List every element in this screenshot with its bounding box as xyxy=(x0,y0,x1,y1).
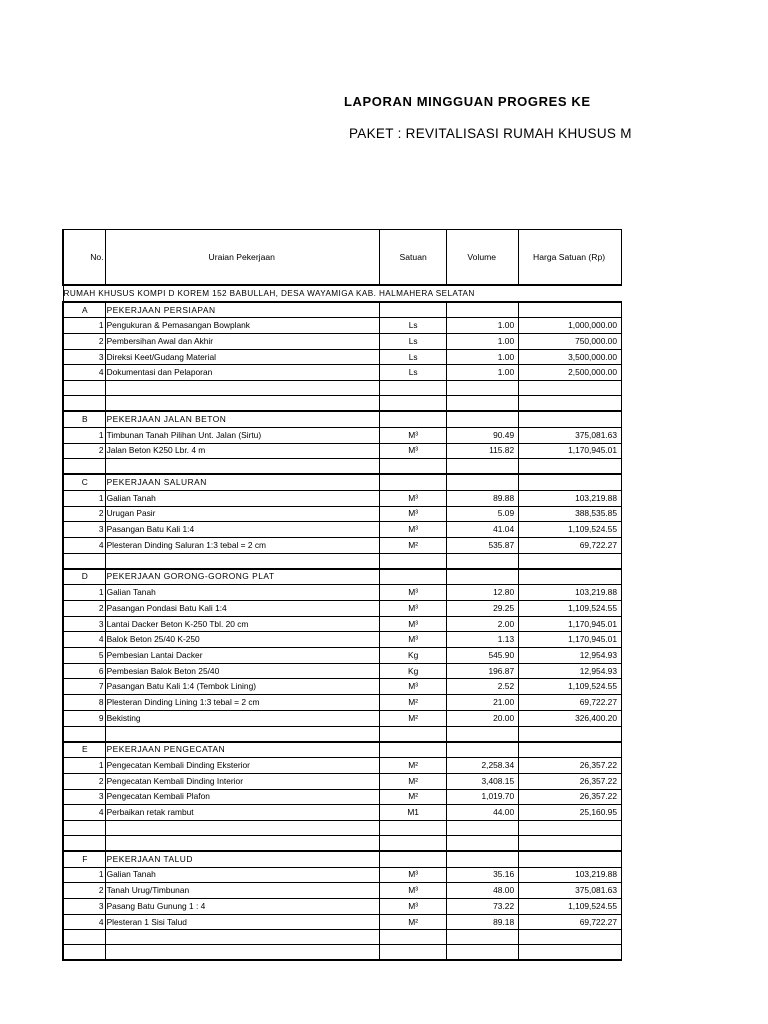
empty-cell xyxy=(105,553,379,569)
report-title: LAPORAN MINGGUAN PROGRES KE xyxy=(344,94,591,109)
empty-cell xyxy=(519,396,622,412)
section-header-row xyxy=(63,569,622,585)
item-unit-price: 26,357.22 xyxy=(519,758,622,774)
item-number: 3 xyxy=(63,789,105,805)
item-volume: 1.13 xyxy=(447,632,519,648)
empty-cell xyxy=(447,553,519,569)
item-description: Pasangan Batu Kali 1:4 (Tembok Lining) xyxy=(105,679,379,695)
item-volume: 1.00 xyxy=(447,349,519,365)
empty-cell xyxy=(63,820,105,835)
empty-cell xyxy=(447,851,519,867)
empty-cell xyxy=(519,553,622,569)
table-header-row xyxy=(63,230,622,286)
progress-table xyxy=(62,229,622,961)
location-text: RUMAH KHUSUS KOMPI D KOREM 152 BABULLAH, DESA WAYAMIGA KAB. HALMAHERA SELATAN xyxy=(63,285,622,302)
item-description: Plesteran Dinding Saluran 1:3 tebal = 2 cm xyxy=(105,537,379,553)
section-header-row xyxy=(63,851,622,867)
empty-cell xyxy=(379,302,447,318)
item-unit-price: 388,535.85 xyxy=(519,506,622,522)
table-row xyxy=(63,695,622,711)
empty-cell xyxy=(105,459,379,475)
item-description: Pengecatan Kembali Dinding Eksterior xyxy=(105,758,379,774)
item-unit-price: 26,357.22 xyxy=(519,773,622,789)
item-number: 1 xyxy=(63,867,105,883)
empty-cell xyxy=(447,742,519,758)
item-number: 4 xyxy=(63,537,105,553)
table-row xyxy=(63,506,622,522)
item-description: Pembesian Balok Beton 25/40 xyxy=(105,663,379,679)
item-unit-price: 1,170,945.01 xyxy=(519,632,622,648)
header-unit-price: Harga Satuan (Rp) xyxy=(519,230,622,286)
item-volume: 1.00 xyxy=(447,318,519,334)
header-unit: Satuan xyxy=(379,230,447,286)
empty-cell xyxy=(447,726,519,742)
item-volume: 89.18 xyxy=(447,914,519,930)
item-volume: 535.87 xyxy=(447,537,519,553)
empty-cell xyxy=(379,930,447,945)
item-volume: 1,019.70 xyxy=(447,789,519,805)
empty-cell xyxy=(519,459,622,475)
item-volume: 2,258.34 xyxy=(447,758,519,774)
item-description: Dokumentasi dan Pelaporan xyxy=(105,365,379,381)
item-unit-price: 103,219.88 xyxy=(519,490,622,506)
item-unit: M² xyxy=(379,537,447,553)
empty-cell xyxy=(63,835,105,851)
table-row xyxy=(63,427,622,443)
table-row xyxy=(63,616,622,632)
section-title: PEKERJAAN GORONG-GORONG PLAT xyxy=(105,569,379,585)
empty-cell xyxy=(105,396,379,412)
blank-row xyxy=(63,835,622,851)
table-row xyxy=(63,710,622,726)
empty-cell xyxy=(447,381,519,396)
item-unit-price: 69,722.27 xyxy=(519,914,622,930)
item-description: Jalan Beton K250 Lbr. 4 m xyxy=(105,443,379,459)
item-unit-price: 375,081.63 xyxy=(519,883,622,899)
empty-cell xyxy=(379,381,447,396)
empty-cell xyxy=(105,381,379,396)
item-unit: M³ xyxy=(379,899,447,915)
item-description: Pembesian Lantai Dacker xyxy=(105,648,379,664)
table-row xyxy=(63,365,622,381)
empty-cell xyxy=(447,945,519,961)
table-row xyxy=(63,522,622,538)
item-description: Direksi Keet/Gudang Material xyxy=(105,349,379,365)
item-unit-price: 375,081.63 xyxy=(519,427,622,443)
item-unit: Ls xyxy=(379,334,447,350)
item-description: Pengecatan Kembali Dinding Interior xyxy=(105,773,379,789)
item-unit: M³ xyxy=(379,632,447,648)
empty-cell xyxy=(63,726,105,742)
empty-cell xyxy=(519,835,622,851)
item-number: 3 xyxy=(63,899,105,915)
item-volume: 2.52 xyxy=(447,679,519,695)
empty-cell xyxy=(63,553,105,569)
empty-cell xyxy=(519,820,622,835)
table-row xyxy=(63,334,622,350)
item-unit: M³ xyxy=(379,679,447,695)
empty-cell xyxy=(379,726,447,742)
item-volume: 20.00 xyxy=(447,710,519,726)
empty-cell xyxy=(447,820,519,835)
item-unit: M³ xyxy=(379,867,447,883)
item-unit-price: 2,500,000.00 xyxy=(519,365,622,381)
table-row xyxy=(63,349,622,365)
item-volume: 115.82 xyxy=(447,443,519,459)
table-row xyxy=(63,867,622,883)
item-number: 1 xyxy=(63,427,105,443)
item-number: 3 xyxy=(63,522,105,538)
item-unit: M³ xyxy=(379,522,447,538)
table-row xyxy=(63,490,622,506)
item-description: Timbunan Tanah Pilihan Unt. Jalan (Sirtu) xyxy=(105,427,379,443)
section-header-row xyxy=(63,474,622,490)
item-unit-price: 326,400.20 xyxy=(519,710,622,726)
item-unit: Ls xyxy=(379,318,447,334)
item-unit: M1 xyxy=(379,805,447,821)
item-volume: 44.00 xyxy=(447,805,519,821)
empty-cell xyxy=(379,396,447,412)
empty-cell xyxy=(379,742,447,758)
item-number: 1 xyxy=(63,490,105,506)
empty-cell xyxy=(519,960,622,961)
item-unit-price: 25,160.95 xyxy=(519,805,622,821)
item-number: 4 xyxy=(63,632,105,648)
table-row xyxy=(63,773,622,789)
item-unit-price: 1,170,945.01 xyxy=(519,443,622,459)
item-description: Perbaikan retak rambut xyxy=(105,805,379,821)
empty-cell xyxy=(519,851,622,867)
blank-row xyxy=(63,820,622,835)
empty-cell xyxy=(379,960,447,961)
blank-row xyxy=(63,945,622,961)
table-body xyxy=(63,285,622,961)
item-unit: Kg xyxy=(379,648,447,664)
item-volume: 41.04 xyxy=(447,522,519,538)
empty-cell xyxy=(447,459,519,475)
empty-cell xyxy=(63,960,105,961)
item-unit: Kg xyxy=(379,663,447,679)
empty-cell xyxy=(379,851,447,867)
blank-row xyxy=(63,459,622,475)
item-description: Pembersihan Awal dan Akhir xyxy=(105,334,379,350)
table-row xyxy=(63,648,622,664)
item-number: 3 xyxy=(63,349,105,365)
item-description: Plesteran Dinding Lining 1:3 tebal = 2 cm xyxy=(105,695,379,711)
item-unit: M³ xyxy=(379,443,447,459)
item-unit: M² xyxy=(379,914,447,930)
table-row xyxy=(63,758,622,774)
item-unit: M³ xyxy=(379,427,447,443)
empty-cell xyxy=(447,474,519,490)
blank-row xyxy=(63,930,622,945)
table-row xyxy=(63,318,622,334)
item-number: 6 xyxy=(63,663,105,679)
empty-cell xyxy=(379,945,447,961)
item-unit: M³ xyxy=(379,616,447,632)
empty-cell xyxy=(519,411,622,427)
item-unit: M² xyxy=(379,789,447,805)
item-number: 4 xyxy=(63,914,105,930)
item-number: 2 xyxy=(63,883,105,899)
section-header-row xyxy=(63,742,622,758)
item-unit: M³ xyxy=(379,490,447,506)
table-row xyxy=(63,805,622,821)
section-code: D xyxy=(63,569,105,585)
empty-cell xyxy=(519,726,622,742)
header-description: Uraian Pekerjaan xyxy=(105,230,379,286)
section-code: A xyxy=(63,302,105,318)
section-code: E xyxy=(63,742,105,758)
table-bottom-border xyxy=(63,960,622,961)
item-unit: M² xyxy=(379,695,447,711)
item-unit-price: 103,219.88 xyxy=(519,867,622,883)
section-code: B xyxy=(63,411,105,427)
item-unit-price: 1,109,524.55 xyxy=(519,601,622,617)
empty-cell xyxy=(379,553,447,569)
item-unit: M³ xyxy=(379,585,447,601)
empty-cell xyxy=(447,569,519,585)
table-row xyxy=(63,443,622,459)
blank-row xyxy=(63,553,622,569)
item-volume: 196.87 xyxy=(447,663,519,679)
empty-cell xyxy=(519,945,622,961)
item-volume: 73.22 xyxy=(447,899,519,915)
item-volume: 29.25 xyxy=(447,601,519,617)
item-volume: 2.00 xyxy=(447,616,519,632)
table-row xyxy=(63,663,622,679)
empty-cell xyxy=(519,569,622,585)
item-unit-price: 1,109,524.55 xyxy=(519,899,622,915)
empty-cell xyxy=(519,474,622,490)
header-no: No. xyxy=(63,230,105,286)
item-volume: 35.16 xyxy=(447,867,519,883)
item-unit-price: 1,109,524.55 xyxy=(519,679,622,695)
item-unit-price: 1,109,524.55 xyxy=(519,522,622,538)
item-number: 2 xyxy=(63,773,105,789)
item-number: 2 xyxy=(63,334,105,350)
section-header-row xyxy=(63,411,622,427)
section-header-row xyxy=(63,302,622,318)
item-volume: 3,408.15 xyxy=(447,773,519,789)
item-number: 7 xyxy=(63,679,105,695)
item-description: Urugan Pasir xyxy=(105,506,379,522)
item-number: 1 xyxy=(63,318,105,334)
section-title: PEKERJAAN JALAN BETON xyxy=(105,411,379,427)
item-unit: M³ xyxy=(379,883,447,899)
empty-cell xyxy=(63,381,105,396)
empty-cell xyxy=(105,960,379,961)
item-unit: M² xyxy=(379,773,447,789)
item-number: 2 xyxy=(63,506,105,522)
item-description: Tanah Urug/Timbunan xyxy=(105,883,379,899)
section-code: F xyxy=(63,851,105,867)
empty-cell xyxy=(63,459,105,475)
item-unit-price: 12,954.93 xyxy=(519,648,622,664)
item-description: Lantai Dacker Beton K-250 Tbl. 20 cm xyxy=(105,616,379,632)
item-description: Pengecatan Kembali Plafon xyxy=(105,789,379,805)
item-volume: 1.00 xyxy=(447,334,519,350)
item-number: 4 xyxy=(63,805,105,821)
item-volume: 545.90 xyxy=(447,648,519,664)
empty-cell xyxy=(63,945,105,961)
item-description: Pasangan Pondasi Batu Kali 1:4 xyxy=(105,601,379,617)
section-title: PEKERJAAN PERSIAPAN xyxy=(105,302,379,318)
empty-cell xyxy=(447,396,519,412)
item-number: 1 xyxy=(63,585,105,601)
section-title: PEKERJAAN SALURAN xyxy=(105,474,379,490)
section-code: C xyxy=(63,474,105,490)
empty-cell xyxy=(447,302,519,318)
item-volume: 90.49 xyxy=(447,427,519,443)
report-subtitle: PAKET : REVITALISASI RUMAH KHUSUS M xyxy=(349,126,632,141)
item-description: Bekisting xyxy=(105,710,379,726)
item-unit: M³ xyxy=(379,506,447,522)
empty-cell xyxy=(379,569,447,585)
item-volume: 12.80 xyxy=(447,585,519,601)
table-row xyxy=(63,883,622,899)
blank-row xyxy=(63,396,622,412)
item-description: Plesteran 1 Sisi Talud xyxy=(105,914,379,930)
item-unit-price: 103,219.88 xyxy=(519,585,622,601)
item-description: Pasang Batu Gunung 1 : 4 xyxy=(105,899,379,915)
item-unit: Ls xyxy=(379,365,447,381)
item-volume: 21.00 xyxy=(447,695,519,711)
item-description: Balok Beton 25/40 K-250 xyxy=(105,632,379,648)
table-row xyxy=(63,585,622,601)
item-unit: M² xyxy=(379,758,447,774)
empty-cell xyxy=(105,930,379,945)
empty-cell xyxy=(105,945,379,961)
empty-cell xyxy=(63,396,105,412)
table-row xyxy=(63,601,622,617)
empty-cell xyxy=(447,411,519,427)
item-number: 5 xyxy=(63,648,105,664)
item-unit-price: 1,000,000.00 xyxy=(519,318,622,334)
empty-cell xyxy=(519,742,622,758)
item-description: Galian Tanah xyxy=(105,490,379,506)
empty-cell xyxy=(105,726,379,742)
item-unit-price: 750,000.00 xyxy=(519,334,622,350)
item-unit-price: 1,170,945.01 xyxy=(519,616,622,632)
item-number: 2 xyxy=(63,601,105,617)
section-title: PEKERJAAN PENGECATAN xyxy=(105,742,379,758)
item-number: 4 xyxy=(63,365,105,381)
item-description: Galian Tanah xyxy=(105,585,379,601)
empty-cell xyxy=(379,411,447,427)
item-volume: 48.00 xyxy=(447,883,519,899)
empty-cell xyxy=(379,835,447,851)
empty-cell xyxy=(63,930,105,945)
item-volume: 5.09 xyxy=(447,506,519,522)
empty-cell xyxy=(379,459,447,475)
item-unit-price: 69,722.27 xyxy=(519,695,622,711)
empty-cell xyxy=(447,930,519,945)
item-unit: M³ xyxy=(379,601,447,617)
item-volume: 1.00 xyxy=(447,365,519,381)
table-row xyxy=(63,899,622,915)
item-unit: Ls xyxy=(379,349,447,365)
empty-cell xyxy=(519,930,622,945)
blank-row xyxy=(63,381,622,396)
empty-cell xyxy=(379,820,447,835)
table-row xyxy=(63,537,622,553)
empty-cell xyxy=(379,474,447,490)
empty-cell xyxy=(447,960,519,961)
item-unit-price: 3,500,000.00 xyxy=(519,349,622,365)
item-number: 2 xyxy=(63,443,105,459)
item-description: Pasangan Batu Kali 1:4 xyxy=(105,522,379,538)
empty-cell xyxy=(105,835,379,851)
item-unit-price: 69,722.27 xyxy=(519,537,622,553)
item-volume: 89.88 xyxy=(447,490,519,506)
item-number: 9 xyxy=(63,710,105,726)
item-unit-price: 26,357.22 xyxy=(519,789,622,805)
section-title: PEKERJAAN TALUD xyxy=(105,851,379,867)
table-row xyxy=(63,632,622,648)
item-description: Pengukuran & Pemasangan Bowplank xyxy=(105,318,379,334)
item-unit-price: 12,954.93 xyxy=(519,663,622,679)
location-row xyxy=(63,285,622,302)
empty-cell xyxy=(519,302,622,318)
empty-cell xyxy=(447,835,519,851)
table-row xyxy=(63,914,622,930)
item-number: 1 xyxy=(63,758,105,774)
empty-cell xyxy=(519,381,622,396)
empty-cell xyxy=(105,820,379,835)
blank-row xyxy=(63,726,622,742)
header-volume: Volume xyxy=(447,230,519,286)
item-unit: M² xyxy=(379,710,447,726)
item-number: 3 xyxy=(63,616,105,632)
table-row xyxy=(63,679,622,695)
item-description: Galian Tanah xyxy=(105,867,379,883)
item-number: 8 xyxy=(63,695,105,711)
table-row xyxy=(63,789,622,805)
